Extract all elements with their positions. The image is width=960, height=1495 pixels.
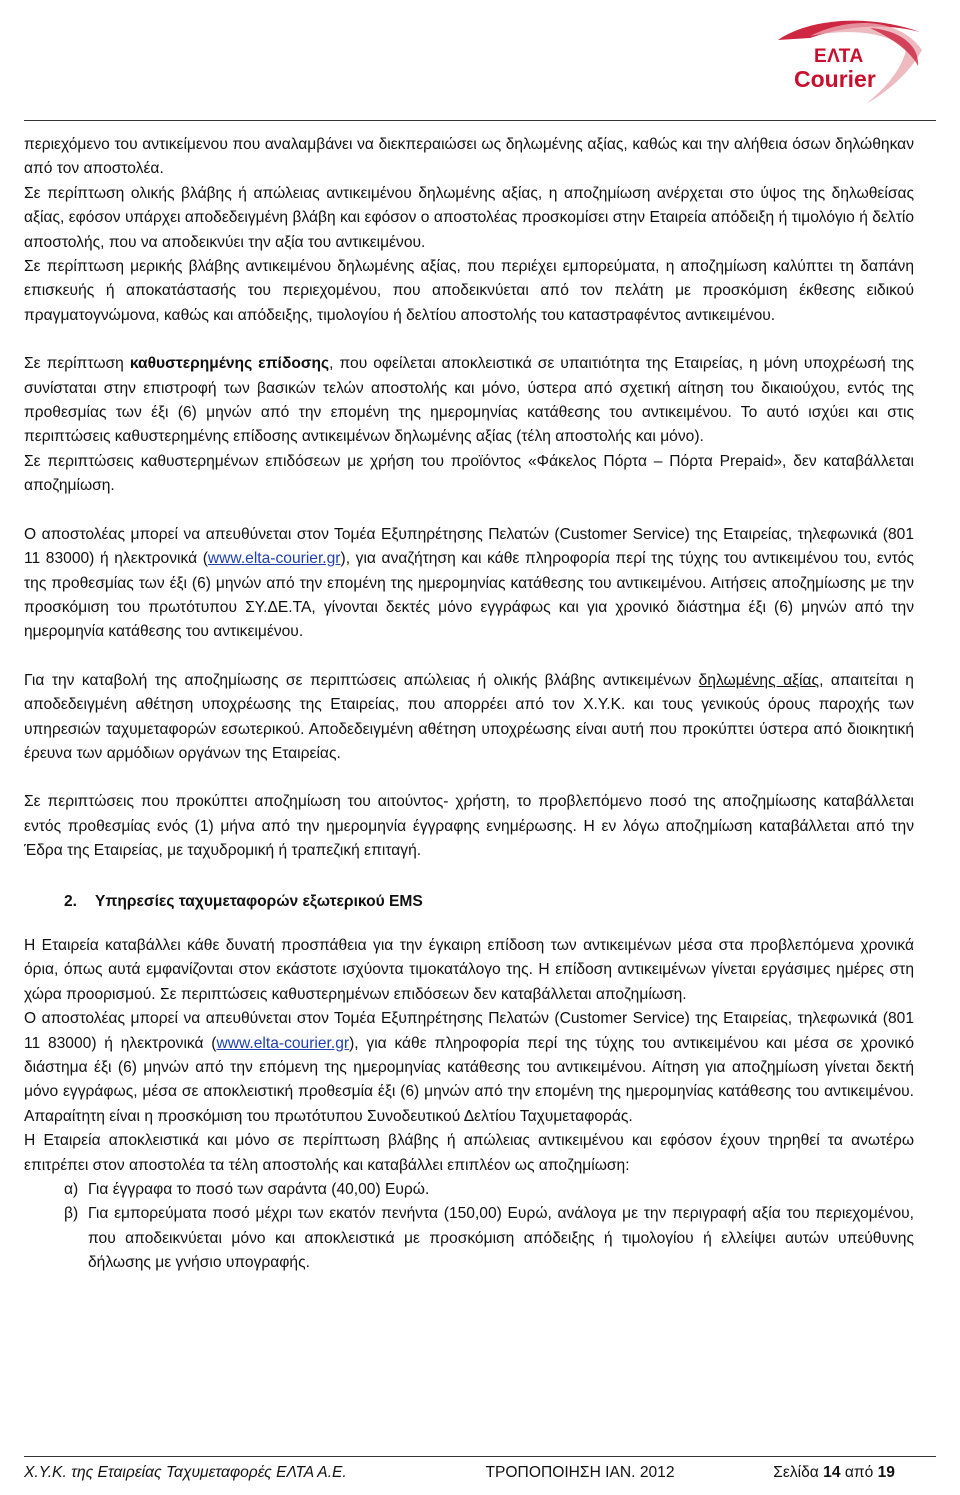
logo-text-elta: ΕΛΤΑ bbox=[814, 46, 864, 67]
paragraph: Η Εταιρεία αποκλειστικά και μόνο σε περίπτωση βλάβης ή απώλειας αντικειμένου και εφόσον έχουν τηρηθεί τα ανωτέρω επιτρέπει στον αποστολέα τα τέλη αποστολής και καταβάλλει επιπλέον ως αποζημίωση: bbox=[24, 1132, 914, 1174]
paragraph: Η Εταιρεία καταβάλλει κάθε δυνατή προσπάθεια για την έγκαιρη επίδοση των αντικειμένων μέσα στα προβλεπόμενα χρονικά όρια, όπως αυτά εμφανίζονται στον εκάστοτε ισχύοντα τιμοκατάλογο της. Η επίδοση αντικειμένων γίνεται εργάσιμες ημέρες στη χώρα προορισμού. Σε περιπτώσεις καθυστερημένων επιδόσεων δεν καταβάλλεται αποζημίωση. bbox=[24, 936, 914, 1003]
paragraph: Σε περίπτωση ολικής βλάβης ή απώλειας αντικειμένου δηλωμένης αξίας, η αποζημίωση ανέρχεται στο ύψος της δηλωθείσας αξίας, εφόσον υπάρχει αποδεδειγμένη βλάβη και εφόσον ο αποστολέας προσκομίσει στην Εταιρεία απόδειξη ή τιμολόγιο ή δελτίο αποστολής, που να αποδεικνύει την αξία του αντικειμένου. bbox=[24, 184, 914, 251]
section-heading bbox=[24, 890, 914, 914]
section-title: Υπηρεσίες ταχυμεταφορών εξωτερικού EMS bbox=[95, 892, 423, 910]
logo-text-courier: Courier bbox=[794, 66, 876, 92]
text-run: , απαιτείται η αποδεδειγμένη αθέτηση υποχρέωσης της Εταιρείας, που απορρέει από τον Χ.Υ.Κ. και τους γενικούς όρους παροχής των υπηρεσιών ταχυμεταφορών εσωτερικού. Αποδεδειγμένη αθέτηση υποχρέωσης είναι αυτή που προκύπτει ύστερα από διοικητική έρευνα των αρμόδιων οργάνων της Εταιρείας. bbox=[24, 671, 914, 762]
paragraph bbox=[24, 1007, 914, 1129]
bold-text: καθυστερημένης επίδοσης bbox=[129, 355, 330, 373]
paragraph bbox=[24, 523, 914, 645]
list-item bbox=[24, 1178, 914, 1202]
website-link[interactable]: www.elta-courier.gr bbox=[207, 550, 341, 568]
page-footer bbox=[24, 1464, 895, 1482]
text-run: Ο αποστολέας μπορεί να απευθύνεται στον Τομέα Εξυπηρέτησης Πελατών (Customer Service) της Εταιρείας, τηλεφωνικά (801 11 83000) ή ηλεκτρονικά ( bbox=[24, 1010, 914, 1052]
footer-page-number bbox=[773, 1464, 895, 1482]
page-label: Σελίδα bbox=[773, 1464, 824, 1481]
paragraph: περιεχόμενο του αντικείμενου που αναλαμβάνει να διεκπεραιώσει ως δηλωμένης αξίας, καθώς και την αλήθεια όσων δηλώθηκαν από τον αποστολέα. bbox=[24, 136, 914, 178]
paragraph: Σε περίπτωση μερικής βλάβης αντικειμένου δηλωμένης αξίας, που περιέχει εμπορεύματα, η αποζημίωση καλύπτει τη δαπάνη επισκευής ή αποκατάστασής του περιεχομένου, που αποδεικνύεται από τον πελάτη με προσκόμιση έκθεσης ειδικού πραγματογνώμονα, καθώς και απόδειξης, τιμολογίου ή δελτίου αποστολής του καταστραφέντος αντικειμένου. bbox=[24, 258, 914, 324]
list-marker: β) bbox=[64, 1205, 79, 1223]
text-run: ), για κάθε πληροφορία περί της τύχης του αντικειμένου και μέσα σε χρονικό διάστημα έξι (6) μηνών από την επόμενη της ημερομηνίας κατάθεσης του αντικειμένου. Αίτηση για αποζημίωση γίνεται δεκτή μόνο εγγράφως, μέσα σε αποκλειστική προθεσμία έξι (6) μηνών από την επομένη της ημερομηνίας κατάθεσης του αντικειμένου. Απαραίτητη είναι η προσκόμιση του πρωτότυπου Συνοδευτικού Δελτίου Ταχυμεταφοράς. bbox=[24, 1034, 914, 1125]
website-link[interactable]: www.elta-courier.gr bbox=[216, 1034, 350, 1052]
text-run: ), για αναζήτηση και κάθε πληροφορία περί της τύχης του αντικειμένου του, εντός της προθεσμίας των έξι (6) μηνών από την επομένη της ημερομηνίας κατάθεσης του αντικειμένου. Αιτήσεις αποζημίωσης με την προσκόμιση του πρωτότυπου ΣΥ.ΔΕ.ΤΑ, γίνονται δεκτές μόνο εγγράφως και για χρονικό διάστημα έξι (6) μηνών από την ημερομηνία κατάθεσης του αντικειμένου. bbox=[24, 550, 914, 641]
paragraph bbox=[24, 669, 914, 767]
list-text: Για εμπορεύματα ποσό μέχρι των εκατόν πενήντα (150,00) Ευρώ, ανάλογα με την περιγραφή αξία του περιεχομένου, που αποδεικνύεται μόνο και αποκλειστικά με προσκόμιση απόδειξης ή τιμολογίου ή ελλείψει αυτών υπεύθυνης δήλωσης με γνήσιο υπογραφής. bbox=[88, 1205, 914, 1272]
underlined-text: δηλωμένης αξίας bbox=[698, 671, 820, 689]
elta-courier-logo bbox=[770, 10, 930, 108]
document-body bbox=[24, 133, 914, 1276]
text-run: , που οφείλεται αποκλειστικά σε υπαιτιότητα της Εταιρείας, η μόνη υποχρέωσή της συνίσταται στην επιστροφή των βασικών τελών αποστολής και μόνο, ύστερα από σχετική αίτηση του δικαιούχου, εντός της προθεσμίας των έξι (6) μηνών από την επομένη της ημερομηνίας κατάθεσης του αντικειμένου. Το αυτό ισχύει και στις περιπτώσεις καθυστερημένης επίδοσης αντικειμένων δηλωμένης αξίας (τέλη αποστολής και μόνο). bbox=[24, 355, 915, 446]
text-run: Για την καταβολή της αποζημίωσης σε περιπτώσεις απώλειας ή ολικής βλάβης αντικειμένων bbox=[24, 671, 699, 689]
list-text: Για έγγραφα το ποσό των σαράντα (40,00) Ευρώ. bbox=[88, 1181, 430, 1199]
text-run: Σε περίπτωση bbox=[24, 355, 130, 373]
list-marker: α) bbox=[64, 1181, 79, 1199]
current-page: 14 bbox=[823, 1464, 841, 1481]
footer-document-title: Χ.Υ.Κ. της Εταιρείας Ταχυμεταφορές ΕΛΤΑ Α.Ε. bbox=[24, 1464, 347, 1481]
paragraph bbox=[24, 352, 914, 450]
paragraph: Σε περιπτώσεις καθυστερημένων επιδόσεων με χρήση του προϊόντος «Φάκελος Πόρτα – Πόρτα Prepaid», δεν καταβάλλεται αποζημίωση. bbox=[24, 452, 914, 495]
page-separator: από bbox=[840, 1464, 878, 1481]
text-run: Ο αποστολέας μπορεί να απευθύνεται στον Τομέα Εξυπηρέτησης Πελατών (Customer Service) της Εταιρείας, τηλεφωνικά (801 11 83000) ή ηλεκτρονικά ( bbox=[24, 525, 914, 568]
section-number: 2. bbox=[64, 892, 78, 910]
footer-revision: ΤΡΟΠΟΠΟΙΗΣΗ ΙΑΝ. 2012 bbox=[485, 1464, 675, 1481]
list-item bbox=[24, 1202, 914, 1275]
footer-divider bbox=[24, 1456, 936, 1457]
header-divider bbox=[24, 120, 936, 121]
total-pages: 19 bbox=[877, 1464, 895, 1481]
paragraph: Σε περιπτώσεις που προκύπτει αποζημίωση του αιτούντος- χρήστη, το προβλεπόμενο ποσό της αποζημίωσης καταβάλλεται εντός προθεσμίας ενός (1) μήνα από την ημερομηνία έγγραφης ενημέρωσης. Η εν λόγω αποζημίωση καταβάλλεται από την Έδρα της Εταιρείας, με ταχυδρομική ή τραπεζική επιταγή. bbox=[24, 793, 914, 860]
